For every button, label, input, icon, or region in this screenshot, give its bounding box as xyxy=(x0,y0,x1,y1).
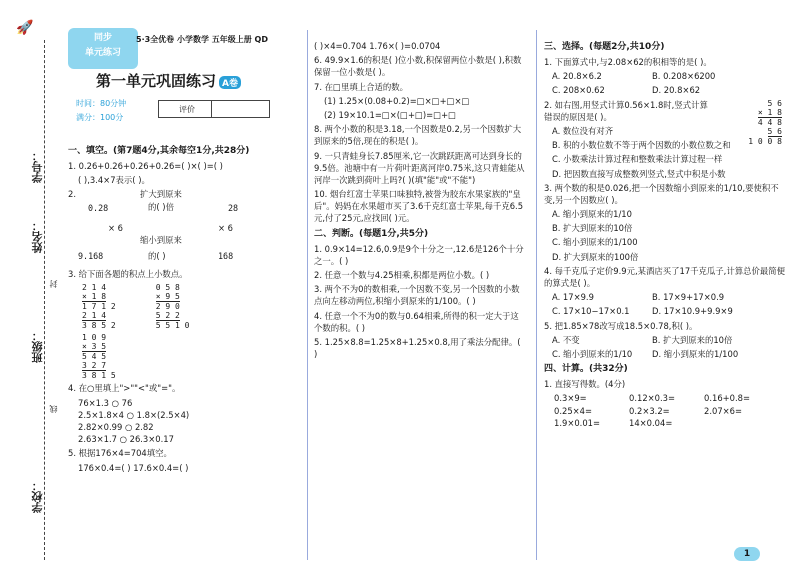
choice-4-options: C. 17×10−17×0.1 D. 17×10.9+9.9×9 xyxy=(552,306,733,317)
class-label: 班级： xyxy=(31,330,44,363)
question-8: 8. 两个小数的积是3.18,一个因数是0.2,另一个因数扩大到原来的5倍,现在的积是( )。 xyxy=(314,124,522,147)
question-5-continued: ( )×4=0.704 1.76×( )=0.0704 xyxy=(314,41,441,51)
choice-2-option-d: D. 把因数直接写成整数列竖式,竖式中积是小数 xyxy=(552,168,726,179)
column-1 xyxy=(68,142,300,474)
column-3 xyxy=(544,38,788,429)
tag-line-1: 同步 xyxy=(93,33,112,43)
judge-1: 1. 0.9×14=12.6,0.9是9个十分之一,12.6是126个十分之一。( ) xyxy=(314,243,524,266)
choice-3-option-a: A. 缩小到原来的1/10 xyxy=(552,209,632,220)
number-label: 学号： xyxy=(31,150,44,183)
calc-row: 0.25×4= 0.2×3.2= 2.07×6= xyxy=(554,405,743,416)
vertical-calc-2: 0 5 8 × 9 5 2 9 0 5 2 2 5 5 1 0 xyxy=(155,282,190,331)
question-5: 5. 根据176×4=704填空。 xyxy=(68,448,172,459)
seal-mark: 封 xyxy=(49,280,58,288)
name-label: 姓名： xyxy=(31,220,44,253)
choice-1: 1. 下面算式中,与2.08×62的积相等的是( )。 xyxy=(544,57,712,68)
tag-line-2: 单元练习 xyxy=(84,48,121,58)
compare-item: 2.63×1.7 ○ 26.3×0.17 xyxy=(78,434,174,445)
choice-2-calc: 5 6 × 1 8 4 4 8 5 6 1 0 0 8 xyxy=(748,98,782,147)
column-divider xyxy=(307,30,308,560)
choice-3-option-b: B. 扩大到原来的10倍 xyxy=(552,223,633,234)
choice-5: 5. 把1.85×78改写成18.5×0.78,积( )。 xyxy=(544,320,698,331)
question-9: 9. 一只青蛙身长7.85厘米,它一次跳跃距离可达到身长的9.5倍。池塘中有一片荷叶距离河岸0.75米,这只青蛙能从河岸一次跳到荷叶上吗?( )(填"能"或"不能") xyxy=(314,150,525,185)
judge-2: 2. 任意一个数与4.25相乘,积都是两位小数。( ) xyxy=(314,270,490,281)
calc-row xyxy=(68,283,300,331)
section-judge: 二、判断。(每题1分,共5分) xyxy=(314,228,429,239)
choice-4-options: A. 17×9.9 B. 17×9+17×0.9 xyxy=(552,292,725,303)
choice-2: 2. 如右图,用竖式计算0.56×1.8时,竖式计算错误的原因是( )。 xyxy=(544,99,708,122)
choice-3-option-d: D. 扩大到原来的100倍 xyxy=(552,251,639,262)
question-7: 7. 在□里填上合适的数。 xyxy=(314,81,408,92)
choice-1-options: C. 208×0.62 D. 20.8×62 xyxy=(552,85,701,96)
choice-5-options: C. 缩小到原来的1/10 D. 缩小到原来的1/100 xyxy=(552,348,739,359)
choice-2-option-a: A. 数位没有对齐 xyxy=(552,125,614,136)
choice-2-option-c: C. 小数乘法计算过程和整数乘法计算过程一样 xyxy=(552,154,723,165)
choice-3: 3. 两个数的积是0.026,把一个因数缩小到原来的1/10,要使积不变,另一个因数应( )。 xyxy=(544,182,779,205)
compare-item: 76×1.3 ○ 76 xyxy=(78,397,133,408)
column-divider xyxy=(536,30,537,560)
question-4: 4. 在○里填上">""<"或"="。 xyxy=(68,383,181,394)
school-label: 学校： xyxy=(31,480,44,513)
choice-4: 4. 每千克瓜子定价9.9元,某酒店买了17千克瓜子,计算总价最简便的算式是( )。 xyxy=(544,265,785,289)
choice-1-options: A. 20.8×6.2 B. 0.208×6200 xyxy=(552,71,716,82)
section-calculate: 四、计算。(共32分) xyxy=(544,364,628,375)
calc-question-1: 1. 直接写得数。(4分) xyxy=(544,379,626,390)
judge-5: 5. 1.25×8.8=1.25×8+1.25×0.8,用了乘法分配律。( ) xyxy=(314,336,521,360)
page-number: 1 xyxy=(734,547,760,561)
section-fill-blank: 一、填空。(第7题4分,其余每空1分,共28分) xyxy=(68,146,250,156)
question-10: 10. 烟台红富士苹果口味独特,被誉为胶东水果家族的"皇后"。妈妈在水果超市买了3.6千克红富士苹果,每千克6.5元,付了25元,应找回( )元。 xyxy=(314,189,524,224)
judge-4: 4. 任意一个不为0的数与0.64相乘,所得的积一定大于这个数的积。( ) xyxy=(314,310,519,333)
calc-row: 1.9×0.01= 14×0.04= xyxy=(554,417,673,428)
question-3: 3. 给下面各题的积点上小数点。 xyxy=(68,269,188,280)
question-1b: ( ),3.4×7表示( )。 xyxy=(78,175,150,186)
choice-2-option-b: B. 积的小数位数不等于两个因数的小数位数之和 xyxy=(552,140,731,151)
evaluation-box[interactable] xyxy=(158,100,270,118)
judge-3: 3. 两个不为0的数相乘,一个因数不变,另一个因数的小数点向左移动两位,积缩小到原来的1/100。( ) xyxy=(314,284,520,307)
question-6: 6. 49.9×1.6的积是( )位小数,积保留两位小数是( ),积数保留一位小数是( )。 xyxy=(314,55,522,78)
level-badge: A卷 xyxy=(219,76,241,89)
calc-row: 0.3×9= 0.12×0.3= 0.16+0.8= xyxy=(554,393,751,404)
score-info: 满分：100分 xyxy=(76,113,124,122)
question-1: 1. 0.26+0.26+0.26+0.26=( )×( )=( ) xyxy=(68,161,223,172)
choice-3-option-c: C. 缩小到原来的1/100 xyxy=(552,237,638,248)
question-7b: (2) 19×10.1=□×(□+□)=□+□ xyxy=(324,109,457,120)
page-title: 第一单元巩固练习 A卷 xyxy=(96,70,241,91)
question-2: 2. 扩大到原来 的( )倍 0.28 28 × 6 × 6 缩小到原来 9.168 的( ) 168 xyxy=(68,189,239,262)
column-2 xyxy=(314,38,526,362)
section-choice: 三、选择。(每题2分,共10分) xyxy=(544,42,665,52)
rocket-icon: 🚀 xyxy=(16,20,34,36)
compare-item: 2.5×1.8×4 ○ 1.8×(2.5×4) xyxy=(78,409,190,420)
vertical-calc-1: 2 1 4 × 1 8 1 7 1 2 2 1 4 3 8 5 2 xyxy=(82,282,116,331)
choice-5-options: A. 不变 B. 扩大到原来的10倍 xyxy=(552,334,733,345)
vertical-calc-3: 1 0 9 × 3 5 5 4 5 3 2 7 3 8 1 5 xyxy=(82,332,116,381)
time-info: 时间：80分钟 xyxy=(76,99,127,108)
binding-margin xyxy=(0,0,62,575)
eval-label: 评价 xyxy=(179,105,195,114)
line-mark: 线 xyxy=(49,405,58,413)
unit-tag xyxy=(68,28,138,69)
question-7a: (1) 1.25×(0.08+0.2)=□×□+□×□ xyxy=(324,95,470,106)
compare-item: 2.82×0.99 ○ 2.82 xyxy=(78,422,154,433)
question-5-line: 176×0.4=( ) 17.6×0.4=( ) xyxy=(78,462,189,473)
series-name: 5·3全优卷 小学数学 五年级上册 QD xyxy=(136,35,268,44)
